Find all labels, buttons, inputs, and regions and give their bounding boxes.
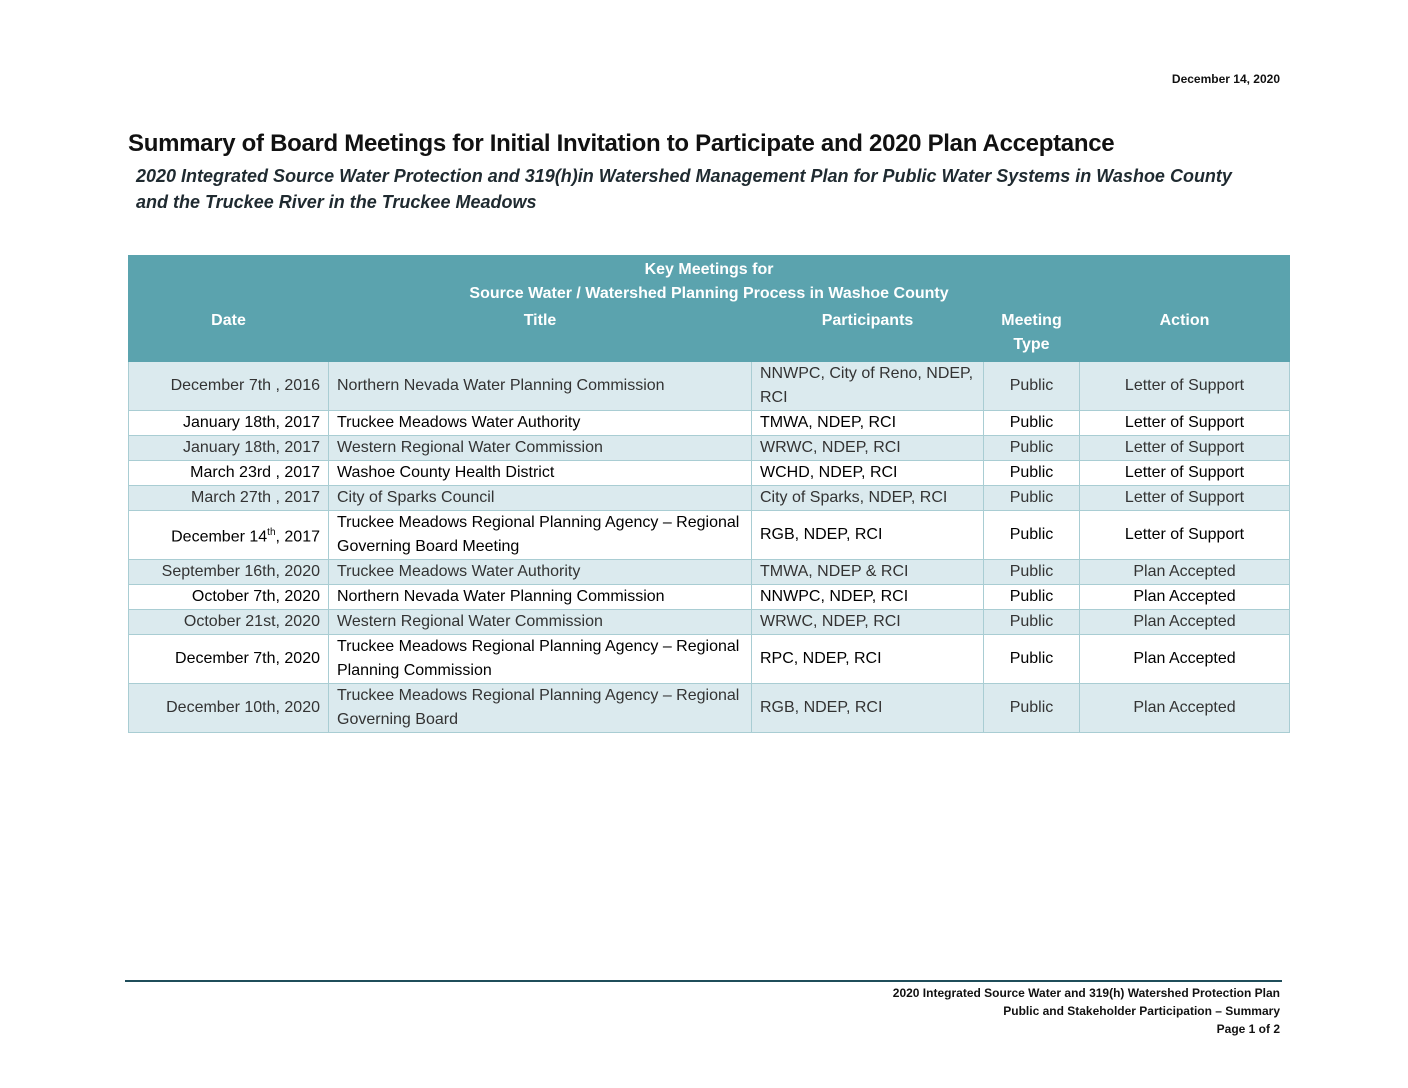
action-cell: Plan Accepted [1080,560,1290,585]
table-row [129,610,1290,635]
date-cell: October 7th, 2020 [129,585,329,610]
date-cell: January 18th, 2017 [129,411,329,436]
participants-cell: NNWPC, NDEP, RCI [752,585,984,610]
title-cell: Washoe County Health District [329,461,752,486]
column-header-meeting-type: Meeting Type [984,307,1080,362]
action-cell: Plan Accepted [1080,585,1290,610]
participants-cell: TMWA, NDEP & RCI [752,560,984,585]
participants-cell: WRWC, NDEP, RCI [752,436,984,461]
action-cell: Plan Accepted [1080,684,1290,733]
page-footer [893,984,1280,1038]
date-cell: October 21st, 2020 [129,610,329,635]
title-cell: Truckee Meadows Regional Planning Agency – Regional Governing Board [329,684,752,733]
table-row [129,635,1290,684]
table-row [129,436,1290,461]
table-banner [129,256,1290,307]
title-cell: Truckee Meadows Water Authority [329,560,752,585]
table-row [129,511,1290,560]
document-date: December 14, 2020 [1171,72,1280,86]
date-cell: January 18th, 2017 [129,436,329,461]
action-cell: Letter of Support [1080,511,1290,560]
participants-cell: WRWC, NDEP, RCI [752,610,984,635]
action-cell: Letter of Support [1080,461,1290,486]
footer-divider [125,980,1282,982]
date-year: , 2017 [275,528,320,546]
participants-cell: WCHD, NDEP, RCI [752,461,984,486]
meeting-type-cell: Public [984,684,1080,733]
table-row [129,461,1290,486]
column-header-participants: Participants [752,307,984,362]
meeting-type-cell: Public [984,560,1080,585]
column-header-title: Title [329,307,752,362]
table-banner-line-2: Source Water / Watershed Planning Process in Washoe County [469,285,949,302]
table-row [129,362,1290,411]
meeting-type-cell: Public [984,461,1080,486]
date-cell: September 16th, 2020 [129,560,329,585]
meeting-type-cell: Public [984,411,1080,436]
column-header-action: Action [1080,307,1290,362]
document-title: Summary of Board Meetings for Initial Invitation to Participate and 2020 Plan Acceptance [128,130,1115,157]
action-cell: Letter of Support [1080,486,1290,511]
date-text: December 14 [171,528,268,546]
meeting-type-cell: Public [984,362,1080,411]
participants-cell: NNWPC, City of Reno, NDEP, RCI [752,362,984,411]
participants-cell: TMWA, NDEP, RCI [752,411,984,436]
meeting-type-cell: Public [984,511,1080,560]
title-cell: Truckee Meadows Water Authority [329,411,752,436]
date-cell: December 7th, 2020 [129,635,329,684]
title-cell: Northern Nevada Water Planning Commission [329,362,752,411]
date-cell: December 7th , 2016 [129,362,329,411]
date-cell: March 23rd , 2017 [129,461,329,486]
date-ordinal: th [267,526,276,538]
action-cell: Letter of Support [1080,436,1290,461]
action-cell: Plan Accepted [1080,610,1290,635]
table-header-row [129,307,1290,362]
date-cell [129,511,329,560]
participants-cell: RPC, NDEP, RCI [752,635,984,684]
action-cell: Letter of Support [1080,362,1290,411]
title-cell: Northern Nevada Water Planning Commission [329,585,752,610]
document-subtitle: 2020 Integrated Source Water Protection and 319(h)in Watershed Management Plan for Public Water Systems in Washoe County and the Truckee River in the Truckee Meadows [136,166,1232,212]
footer-section-title: Public and Stakeholder Participation – Summary [1003,1004,1280,1018]
action-cell: Plan Accepted [1080,635,1290,684]
participants-cell: RGB, NDEP, RCI [752,511,984,560]
participants-cell: RGB, NDEP, RCI [752,684,984,733]
table-row [129,560,1290,585]
meeting-type-cell: Public [984,486,1080,511]
action-cell: Letter of Support [1080,411,1290,436]
participants-cell: City of Sparks, NDEP, RCI [752,486,984,511]
table-banner-line-1: Key Meetings for [644,261,774,278]
meeting-type-cell: Public [984,610,1080,635]
title-cell: Western Regional Water Commission [329,610,752,635]
title-cell: Truckee Meadows Regional Planning Agency – Regional Planning Commission [329,635,752,684]
meeting-type-cell: Public [984,635,1080,684]
title-cell: Truckee Meadows Regional Planning Agency – Regional Governing Board Meeting [329,511,752,560]
title-cell: City of Sparks Council [329,486,752,511]
footer-plan-title: 2020 Integrated Source Water and 319(h) Watershed Protection Plan [892,986,1280,1000]
table-row [129,684,1290,733]
column-header-date: Date [129,307,329,362]
meetings-table [128,255,1290,733]
table-banner-cell [129,256,1290,307]
table-row [129,486,1290,511]
table-row [129,411,1290,436]
date-cell: December 10th, 2020 [129,684,329,733]
meeting-type-cell: Public [984,436,1080,461]
title-cell: Western Regional Water Commission [329,436,752,461]
date-cell: March 27th , 2017 [129,486,329,511]
table-row [129,585,1290,610]
footer-page-number: Page 1 of 2 [1216,1022,1280,1036]
meeting-type-cell: Public [984,585,1080,610]
